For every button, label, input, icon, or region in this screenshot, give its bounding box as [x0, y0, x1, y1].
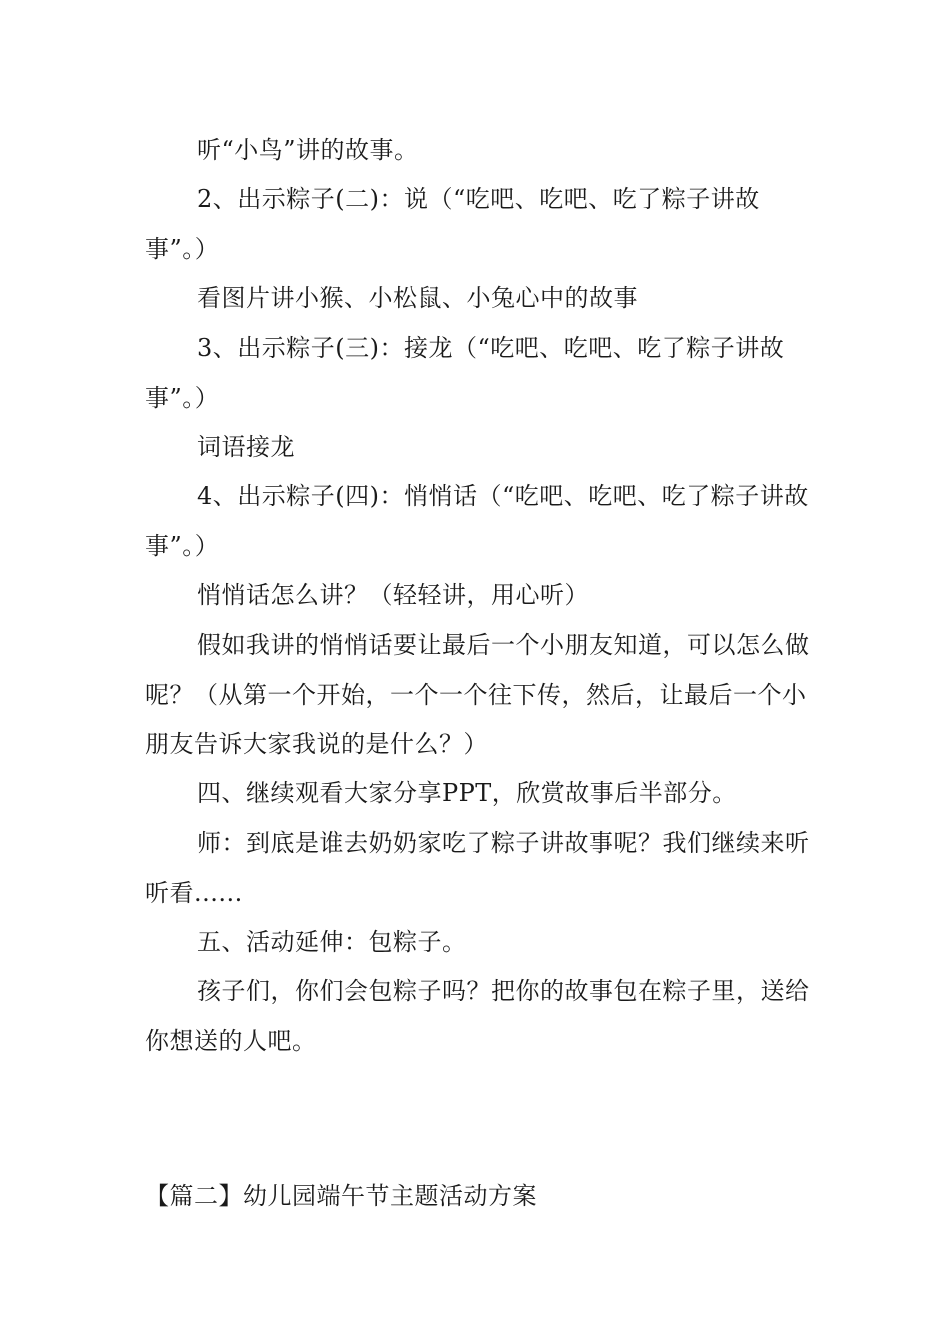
paragraph-section-four: 四、继续观看大家分享PPT，欣赏故事后半部分。: [197, 779, 737, 807]
paragraph-zongzi-three: 3、出示粽子(三)：接龙（“吃吧、吃吧、吃了粽子讲故事”。）: [145, 334, 785, 412]
paragraph-teacher-question: 师：到底是谁去奶奶家吃了粽子讲故事呢？我们继续来听听看......: [145, 829, 810, 907]
paragraph-listen-bird: 听“小鸟”讲的故事。: [197, 136, 419, 164]
section-heading: 【篇二】幼儿园端午节主题活动方案: [145, 1182, 537, 1210]
paragraph-picture-story: 看图片讲小猴、小松鼠、小兔心中的故事: [197, 284, 638, 312]
paragraph-word-chain: 词语接龙: [197, 433, 295, 461]
paragraph-children-question: 孩子们，你们会包粽子吗？把你的故事包在粽子里，送给你想送的人吧。: [145, 977, 810, 1055]
paragraph-section-five: 五、活动延伸：包粽子。: [197, 928, 467, 956]
paragraph-whisper-chain: 假如我讲的悄悄话要让最后一个小朋友知道，可以怎么做呢？（从第一个开始，一个一个往下传，然后，让最后一个小朋友告诉大家我说的是什么？）: [145, 631, 810, 758]
paragraph-whisper-how: 悄悄话怎么讲？（轻轻讲，用心听）: [197, 581, 589, 609]
paragraph-zongzi-two: 2、出示粽子(二)：说（“吃吧、吃吧、吃了粽子讲故事”。）: [145, 185, 760, 263]
paragraph-zongzi-four: 4、出示粽子(四)：悄悄话（“吃吧、吃吧、吃了粽子讲故事”。）: [145, 482, 809, 560]
